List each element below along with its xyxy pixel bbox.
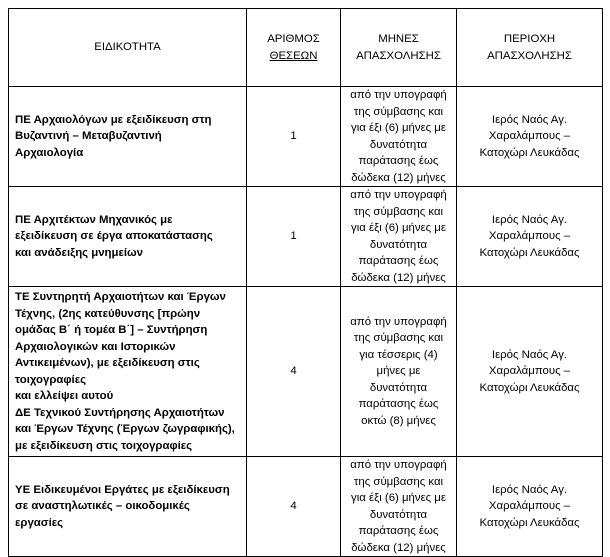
area-cell: Ιερός Ναός Αγ. Χαραλάμπους – Κατοχώρι Λευκάδας [457,457,603,557]
header-duration: ΜΗΝΕΣ ΑΠΑΣΧΟΛΗΣΗΣ [341,9,457,87]
specialty-cell: ΥΕ Ειδικευμένοι Εργάτες με εξειδίκευση σε αναστηλωτικές – οικοδομικές εργασίες [9,457,247,557]
header-positions: ΑΡΙΘΜΟΣ ΘΕΣΕΩΝ [247,9,341,87]
positions-cell: 1 [247,187,341,287]
area-cell: Ιερός Ναός Αγ. Χαραλάμπους – Κατοχώρι Λευκάδας [457,187,603,287]
duration-cell: από την υπογραφή της σύμβασης και για έξι (6) μήνες με δυνατότητα παράτασης έως δώδεκα (12) μήνες [341,87,457,187]
area-cell: Ιερός Ναός Αγ. Χαραλάμπους – Κατοχώρι Λευκάδας [457,87,603,187]
table-row [9,457,603,557]
positions-cell: 4 [247,287,341,457]
duration-cell: από την υπογραφή της σύμβασης και για έξι (6) μήνες με δυνατότητα παράτασης έως δώδεκα (12) μήνες [341,187,457,287]
duration-cell: από την υπογραφή της σύμβασης και για τέσσερις (4) μήνες με δυνατότητα παράτασης έως οκτώ (8) μήνες [341,287,457,457]
header-area: ΠΕΡΙΟΧΗ ΑΠΑΣΧΟΛΗΣΗΣ [457,9,603,87]
table-row [9,187,603,287]
specialty-cell: ΠΕ Αρχιτέκτων Μηχανικός με εξειδίκευση σε έργα αποκατάστασης και ανάδειξης μνημείων [9,187,247,287]
positions-cell: 4 [247,457,341,557]
positions-table [8,8,603,557]
header-row [9,9,603,87]
table-row [9,87,603,187]
positions-cell: 1 [247,87,341,187]
header-specialty: ΕΙΔΙΚΟΤΗΤΑ [9,9,247,87]
specialty-cell: ΠΕ Αρχαιολόγων με εξειδίκευση στη Βυζαντινή – Μεταβυζαντινή Αρχαιολογία [9,87,247,187]
area-cell: Ιερός Ναός Αγ. Χαραλάμπους – Κατοχώρι Λευκάδας [457,287,603,457]
specialty-cell: ΤΕ Συντηρητή Αρχαιοτήτων και Έργων Τέχνης, (2ης κατεύθυνσης [πρώην ομάδας Β΄ ή τομέα Β΄] – Συντήρηση Αρχαιολογικών και Ιστορικών Αντικειμένων), με εξειδίκευση στις τοιχογραφίες και ελλείψει αυτού ΔΕ Τεχνικού Συντήρησης Αρχαιοτήτων και Έργων Τέχνης (Έργων ζωγραφικής), με εξειδίκευση στις τοιχογραφίες [9,287,247,457]
table-row [9,287,603,457]
duration-cell: από την υπογραφή της σύμβασης και για έξι (6) μήνες με δυνατότητα παράτασης έως δώδεκα (12) μήνες [341,457,457,557]
